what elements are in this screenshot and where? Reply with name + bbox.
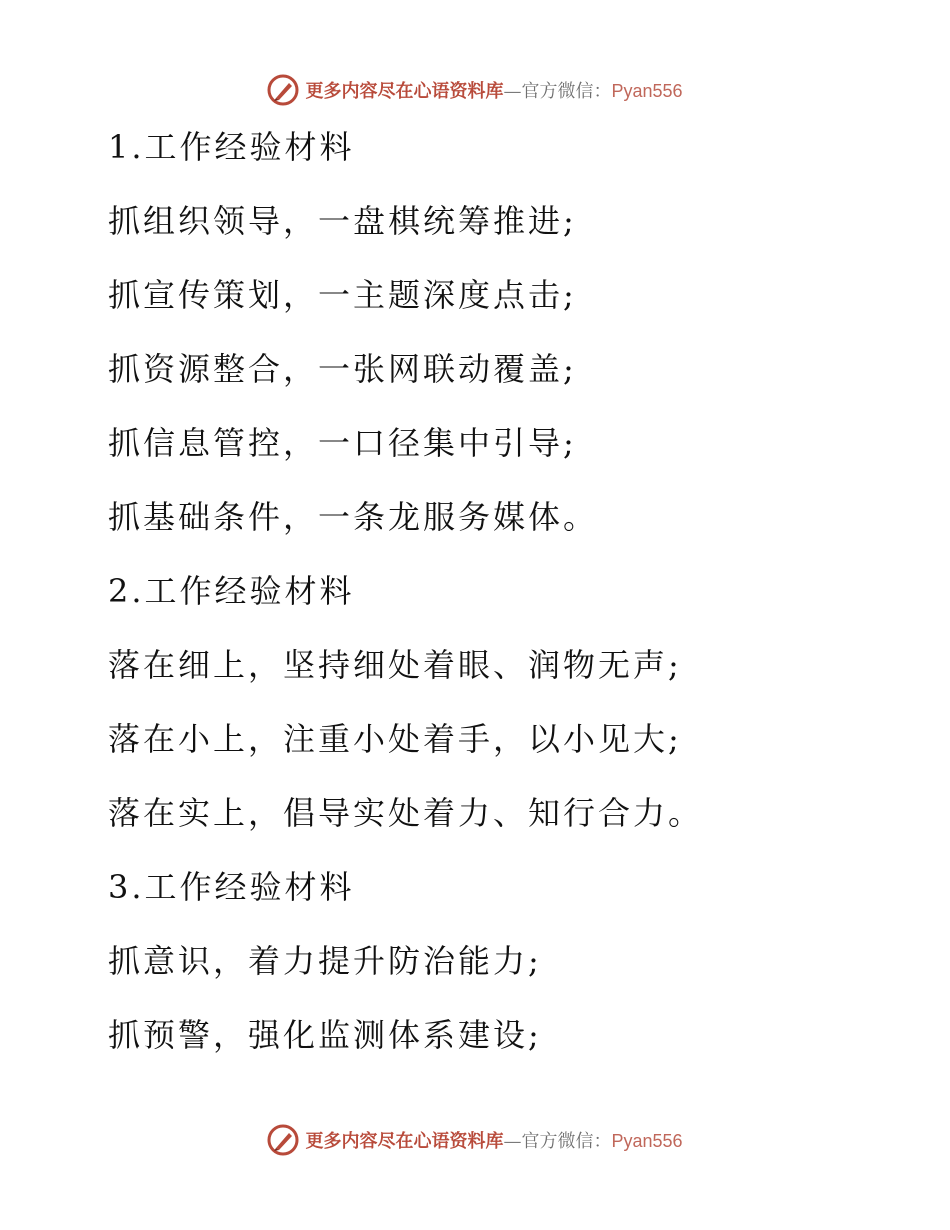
pen-nib-logo-icon [267,74,299,106]
banner-wechat-label: 官方微信： [521,1131,612,1152]
banner-main-text: 更多内容尽在心语资料库 [305,81,504,102]
text-line: 抓资源整合，一张网联动覆盖; [108,350,577,388]
text-line: 落在实上，倡导实处着力、知行合力。 [108,794,704,832]
text-line: 抓意识，着力提升防治能力; [108,942,542,980]
section-heading-2: 2.工作经验材料 [108,572,355,610]
banner-wechat-label: 官方微信： [521,81,612,102]
text-line: 落在小上，注重小处着手，以小见大; [108,720,682,758]
text-line: 抓基础条件，一条龙服务媒体。 [108,498,599,536]
banner-text [305,77,682,103]
section-heading-1: 1.工作经验材料 [108,128,355,166]
text-line: 抓预警，强化监测体系建设; [108,1016,542,1054]
banner-main-text: 更多内容尽在心语资料库 [305,1131,504,1152]
text-line: 落在细上，坚持细处着眼、润物无声; [108,646,682,684]
banner-text [305,1127,682,1153]
text-line: 抓宣传策划，一主题深度点击; [108,276,577,314]
pen-nib-logo-icon [267,1124,299,1156]
section-heading-3: 3.工作经验材料 [108,868,355,906]
banner-dash: — [503,1131,522,1152]
document-body [108,124,908,1086]
banner-contact: Pyan556 [611,1131,683,1151]
banner-dash: — [503,81,522,102]
header-banner [0,70,950,110]
text-line: 抓组织领导，一盘棋统筹推进; [108,202,577,240]
banner-contact: Pyan556 [611,81,683,101]
footer-banner [0,1120,950,1160]
text-line: 抓信息管控，一口径集中引导; [108,424,577,462]
